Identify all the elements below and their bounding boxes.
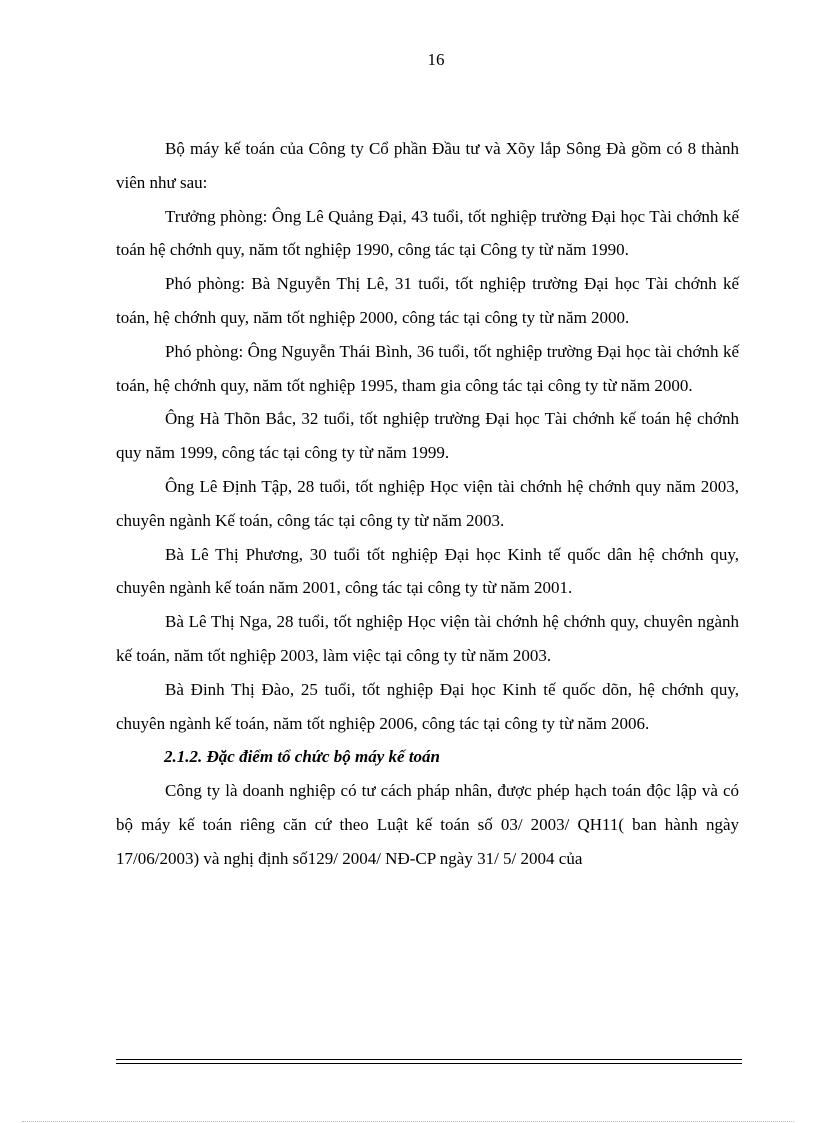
paragraph-member-5: Ông Lê Định Tập, 28 tuổi, tốt nghiệp Học viện tài chớnh hệ chớnh quy năm 2003, chuyên ngành Kế toán, công tác tại công ty từ năm 2003. <box>116 476 739 530</box>
paragraph-member-8: Bà Đinh Thị Đào, 25 tuổi, tốt nghiệp Đại học Kinh tế quốc dõn, hệ chớnh quy, chuyên ngành kế toán, năm tốt nghiệp 2006, công tác tại công ty từ năm 2006. <box>116 679 739 733</box>
paragraph-truong-phong: Trưởng phòng: Ông Lê Quảng Đại, 43 tuổi, tốt nghiệp trường Đại học Tài chớnh kế toán hệ chớnh quy, năm tốt nghiệp 1990, công tác tại Công ty từ năm 1990. <box>116 206 739 260</box>
page-number: 16 <box>427 50 445 69</box>
section-heading: 2.1.2. Đặc điểm tổ chức bộ máy kế toán <box>164 747 441 767</box>
paragraph-member-4: Ông Hà Thõn Bắc, 32 tuổi, tốt nghiệp trường Đại học Tài chớnh kế toán hệ chớnh quy năm 1999, công tác tại công ty từ năm 1999. <box>116 409 739 463</box>
paragraph-pho-phong-2: Phó phòng: Ông Nguyễn Thái Bình, 36 tuổi, tốt nghiệp trường Đại học tài chớnh kế toán, hệ chớnh quy, năm tốt nghiệp 1995, tham gia công tác tại công ty từ năm 2000. <box>116 341 739 395</box>
paragraph-member-7: Bà Lê Thị Nga, 28 tuổi, tốt nghiệp Học viện tài chớnh hệ chớnh quy, chuyên ngành kế toán, năm tốt nghiệp 2003, làm việc tại công ty từ năm 2003. <box>116 612 739 665</box>
page-bottom-dotted-line <box>22 1121 794 1122</box>
paragraph-section-body: Công ty là doanh nghiệp có tư cách pháp nhân, được phép hạch toán độc lập và có bộ máy kế toán riêng căn cứ theo Luật kế toán số 03/ 2003/ QH11( ban hành ngày 17/06/2003) và nghị định số129/ 2004/ NĐ-CP ngày 31/ 5/ 2004 của <box>116 781 739 868</box>
footer-rule-top <box>116 1059 742 1060</box>
paragraph-pho-phong-1: Phó phòng: Bà Nguyễn Thị Lê, 31 tuổi, tốt nghiệp trường Đại học Tài chớnh kế toán, hệ chớnh quy, năm tốt nghiệp 2000, công tác tại công ty từ năm 2000. <box>116 274 739 327</box>
paragraph-intro: Bộ máy kế toán của Công ty Cổ phần Đầu tư và Xõy lắp Sông Đà gồm có 8 thành viên như sau: <box>116 139 739 192</box>
document-body <box>116 132 739 876</box>
footer-rule-bottom <box>116 1063 742 1064</box>
paragraph-member-6: Bà Lê Thị Phương, 30 tuổi tốt nghiệp Đại học Kinh tế quốc dân hệ chớnh quy, chuyên ngành kế toán năm 2001, công tác tại công ty từ năm 2001. <box>116 544 739 598</box>
